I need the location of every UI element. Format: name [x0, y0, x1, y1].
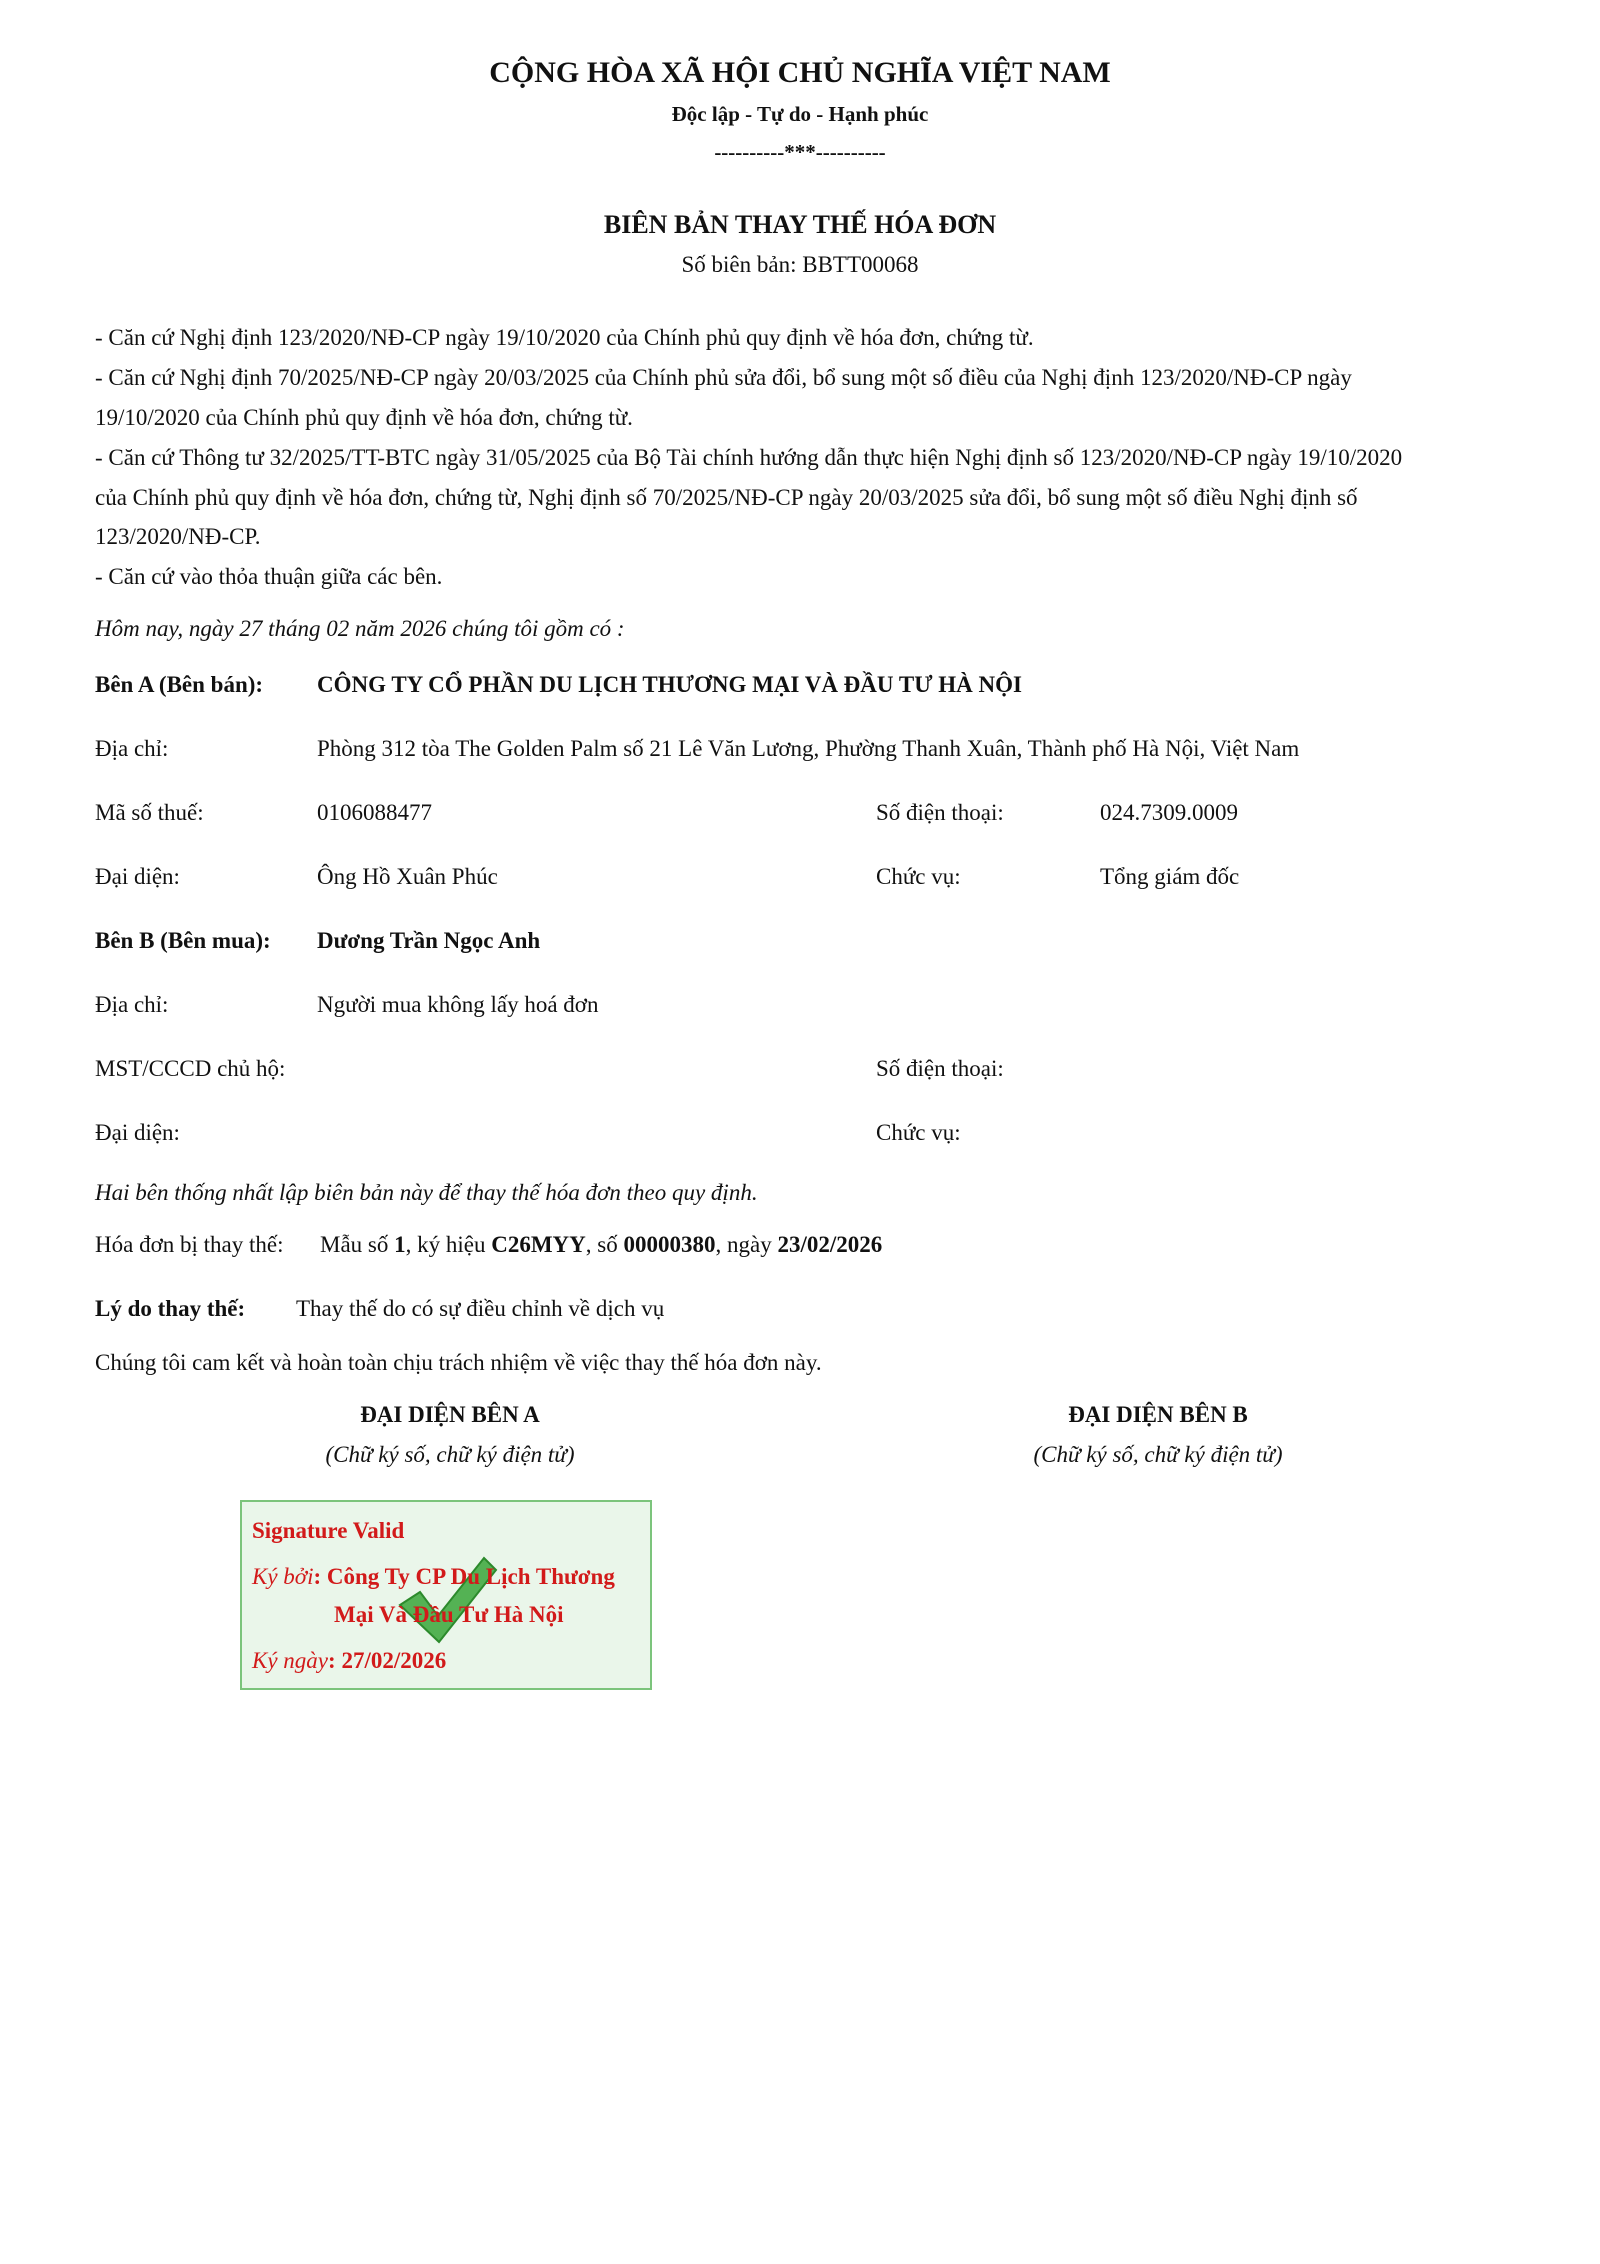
replaced-date: 23/02/2026	[777, 1232, 883, 1257]
basis-line-7: - Căn cứ vào thỏa thuận giữa các bên.	[95, 564, 443, 589]
signed-date-label: Ký ngày	[252, 1648, 329, 1673]
document-number-label: Số biên bản:	[681, 252, 797, 277]
signed-by-label: Ký bởi	[252, 1564, 314, 1589]
document-number-line	[0, 252, 1600, 278]
reason-text: Thay thế do có sự điều chỉnh về dịch vụ	[296, 1296, 665, 1321]
replaced-invoice-details	[320, 1232, 882, 1258]
replaced-number-prefix: , số	[585, 1232, 618, 1257]
party-b-label: Bên B (Bên mua):	[95, 928, 271, 953]
party-b-position-label: Chức vụ:	[876, 1120, 961, 1145]
party-b-address-label: Địa chỉ:	[95, 992, 169, 1017]
country-heading: CỘNG HÒA XÃ HỘI CHỦ NGHĨA VIỆT NAM	[489, 56, 1111, 89]
party-b-rep-label: Đại diện:	[95, 1120, 180, 1145]
party-a-position: Tổng giám đốc	[1100, 864, 1240, 889]
party-a-address-label: Địa chỉ:	[95, 736, 169, 761]
replaced-invoice-label: Hóa đơn bị thay thế:	[95, 1232, 284, 1257]
party-a-phone: 024.7309.0009	[1100, 800, 1238, 825]
intro-line: Hôm nay, ngày 27 tháng 02 năm 2026 chúng tôi gồm có :	[95, 616, 625, 641]
party-a-signature-note: (Chữ ký số, chữ ký điện tử)	[325, 1442, 575, 1467]
signed-date-line: Ký ngày: 27/02/2026	[252, 1648, 447, 1673]
replaced-symbol-prefix: , ký hiệu	[405, 1232, 486, 1257]
agreement-line: Hai bên thống nhất lập biên bản này để thay thế hóa đơn theo quy định.	[95, 1180, 758, 1205]
party-a-tax: 0106088477	[317, 800, 432, 825]
party-a-rep: Ông Hồ Xuân Phúc	[317, 864, 498, 889]
replaced-form-prefix: Mẫu số	[320, 1232, 389, 1257]
signed-date: 27/02/2026	[341, 1648, 447, 1673]
party-a-signature-title: ĐẠI DIỆN BÊN A	[360, 1402, 540, 1427]
party-a-phone-label: Số điện thoại:	[876, 800, 1004, 825]
party-b-signature-note: (Chữ ký số, chữ ký điện tử)	[1033, 1442, 1283, 1467]
document-number: BBTT00068	[802, 252, 919, 277]
signed-by-line: Ký bởi: Công Ty CP Du Lịch Thương	[252, 1564, 615, 1589]
party-b-signature-title: ĐẠI DIỆN BÊN B	[1068, 1402, 1248, 1427]
party-a-name: CÔNG TY CỔ PHẦN DU LỊCH THƯƠNG MẠI VÀ ĐẦU TƯ HÀ NỘI	[317, 672, 1022, 697]
digital-signature-stamp	[240, 1500, 652, 1690]
replaced-form: 1	[394, 1232, 406, 1257]
party-a-rep-label: Đại diện:	[95, 864, 180, 889]
replaced-number: 00000380	[623, 1232, 716, 1257]
party-a-position-label: Chức vụ:	[876, 864, 961, 889]
header-divider: ----------***----------	[714, 140, 886, 164]
party-a-label: Bên A (Bên bán):	[95, 672, 264, 697]
party-b-address: Người mua không lấy hoá đơn	[317, 992, 599, 1017]
commitment-line: Chúng tôi cam kết và hoàn toàn chịu trách nhiệm về việc thay thế hóa đơn này.	[95, 1350, 822, 1375]
party-b-tax-label: MST/CCCD chủ hộ:	[95, 1056, 286, 1081]
basis-line-6: 123/2020/NĐ-CP.	[95, 524, 261, 549]
party-a-address: Phòng 312 tòa The Golden Palm số 21 Lê Văn Lương, Phường Thanh Xuân, Thành phố Hà Nội, Việt Nam	[317, 736, 1300, 761]
basis-line-2: - Căn cứ Nghị định 70/2025/NĐ-CP ngày 20/03/2025 của Chính phủ sửa đổi, bổ sung một số điều của Nghị định 123/2020/NĐ-CP ngày	[95, 365, 1352, 390]
basis-line-5: của Chính phủ quy định về hóa đơn, chứng từ, Nghị định số 70/2025/NĐ-CP ngày 20/03/2025 sửa đổi, bổ sung một số điều Nghị định số	[95, 485, 1358, 510]
signed-by-name-1: Công Ty CP Du Lịch Thương	[326, 1564, 615, 1589]
basis-line-1: - Căn cứ Nghị định 123/2020/NĐ-CP ngày 19/10/2020 của Chính phủ quy định về hóa đơn, chứng từ.	[95, 325, 1034, 350]
replaced-date-prefix: , ngày	[715, 1232, 772, 1257]
replaced-symbol: C26MYY	[491, 1232, 586, 1257]
party-a-tax-label: Mã số thuế:	[95, 800, 204, 825]
signed-by-name-2: Mại Và Đầu Tư Hà Nội	[334, 1602, 564, 1627]
document-title: BIÊN BẢN THAY THẾ HÓA ĐƠN	[603, 210, 997, 239]
motto: Độc lập - Tự do - Hạnh phúc	[671, 102, 929, 126]
party-b-phone-label: Số điện thoại:	[876, 1056, 1004, 1081]
basis-line-3: 19/10/2020 của Chính phủ quy định về hóa đơn, chứng từ.	[95, 405, 633, 430]
party-b-name: Dương Trần Ngọc Anh	[317, 928, 541, 953]
reason-label: Lý do thay thế:	[95, 1296, 246, 1321]
signature-status: Signature Valid	[252, 1518, 405, 1543]
basis-line-4: - Căn cứ Thông tư 32/2025/TT-BTC ngày 31/05/2025 của Bộ Tài chính hướng dẫn thực hiện Nghị định số 123/2020/NĐ-CP ngày 19/10/2020	[95, 445, 1403, 470]
